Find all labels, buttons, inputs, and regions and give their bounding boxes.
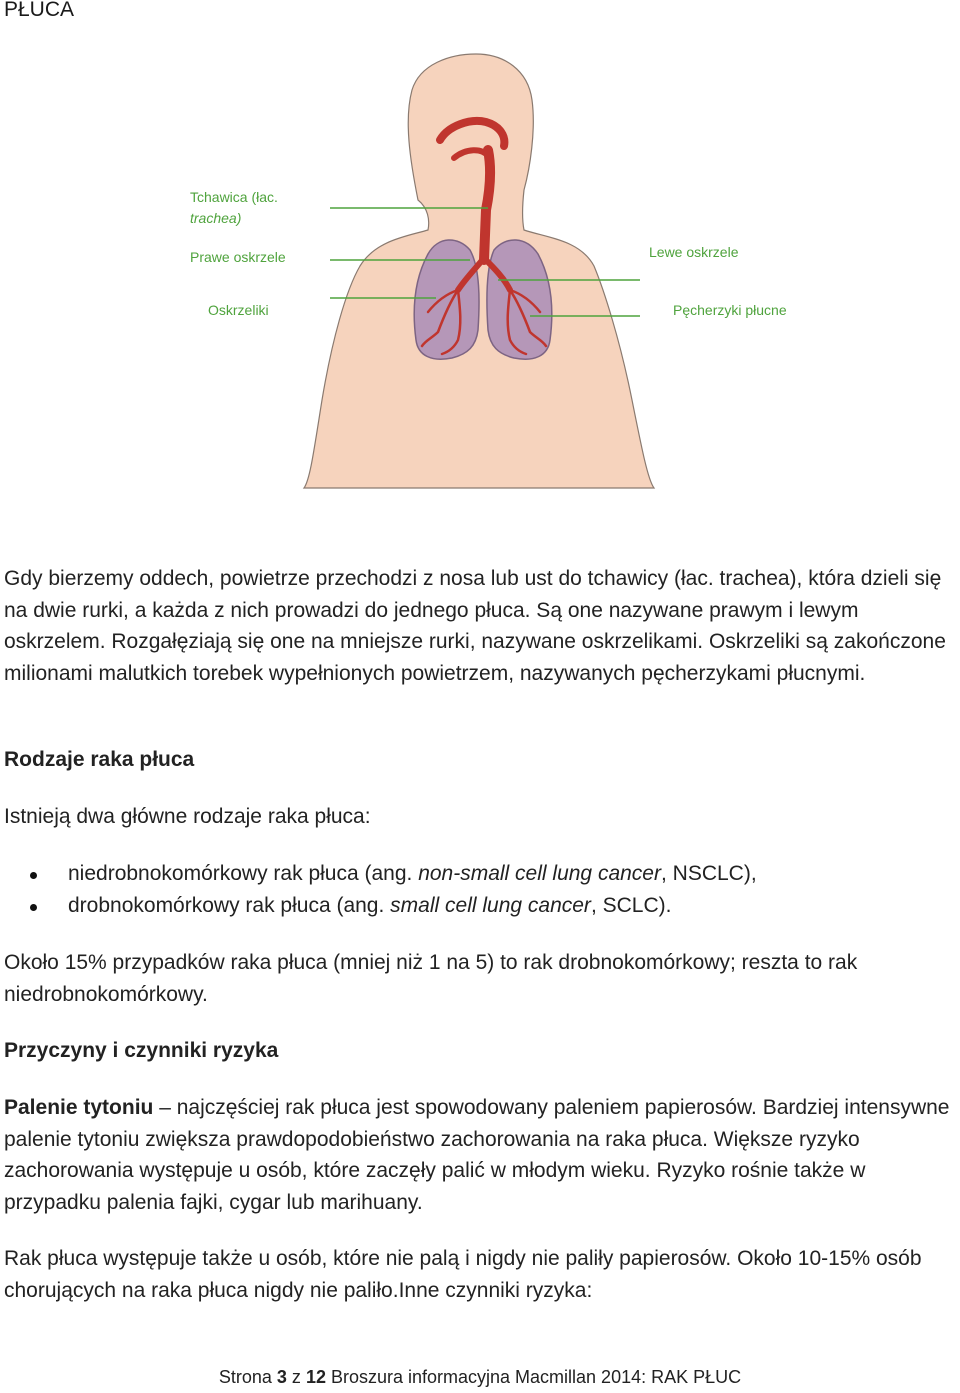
- label-bronchioles: Oskrzeliki: [208, 302, 269, 318]
- smoking-term: Palenie tytoniu: [4, 1096, 154, 1119]
- label-trachea-latin: trachea): [190, 210, 242, 226]
- total-pages: 12: [305, 1367, 326, 1387]
- smoking-paragraph: Palenie tytoniu – najczęściej rak płuca jest spowodowany paleniem papierosów. Bardziej intensywne palenie tytoniu zwiększa prawdopodobieństwo zachorowania na raka płuca. Większe ryzyko zachorowania występuje u osób, które zaczęły palić w młodym wieku. Ryzyko rośnie także w przypadku palenia fajki, cygar lub marihuany.: [4, 1096, 950, 1214]
- stats-paragraph: Około 15% przypadków raka płuca (mniej niż 1 na 5) to rak drobnokomórkowy; reszta to rak niedrobnokomórkowy.: [4, 951, 858, 1006]
- list-item: niedrobnokomórkowy rak płuca (ang. non-small cell lung cancer, NSCLC),: [30, 858, 757, 890]
- intro-paragraph: Gdy bierzemy oddech, powietrze przechodzi z nosa lub ust do tchawicy (łac. trachea), która dzieli się na dwie rurki, a każda z nich prowadzi do jednego płuca. Są one nazywane prawym i lewym oskrzelem. Rozgałęziają się one na mniejsze rurki, nazywane oskrzelikami. Oskrzeliki są zakończone milionami malutkich torebek wypełnionych powietrzem, nazywanych pęcherzykami płucnymi.: [4, 567, 946, 685]
- heading-types: Rodzaje raka płuca: [4, 748, 195, 771]
- label-trachea: Tchawica (łac.: [190, 189, 278, 205]
- label-alveoli: Pęcherzyki płucne: [673, 302, 787, 318]
- types-intro: Istnieją dwa główne rodzaje raka płuca:: [4, 805, 371, 828]
- page-footer: Strona 3 z 12 Broszura informacyjna Macmillan 2014: RAK PŁUC: [218, 1367, 742, 1387]
- current-page: 3: [276, 1367, 287, 1387]
- bullet-icon: [30, 904, 37, 911]
- label-left-bronchus: Lewe oskrzele: [649, 244, 739, 260]
- label-right-bronchus: Prawe oskrzele: [190, 249, 286, 265]
- types-list: [30, 858, 757, 921]
- heading-causes: Przyczyny i czynniki ryzyka: [4, 1039, 279, 1062]
- list-item: drobnokomórkowy rak płuca (ang. small cell lung cancer, SCLC).: [30, 890, 757, 922]
- nonsmokers-paragraph: Rak płuca występuje także u osób, które nie palą i nigdy nie paliły papierosów. Około 10-15% osób chorujących na raka płuca nigdy nie paliło.Inne czynniki ryzyka:: [4, 1247, 922, 1302]
- bullet-icon: [30, 872, 37, 879]
- respiratory-diagram: [0, 40, 960, 500]
- page-title: PŁUCA: [4, 0, 75, 21]
